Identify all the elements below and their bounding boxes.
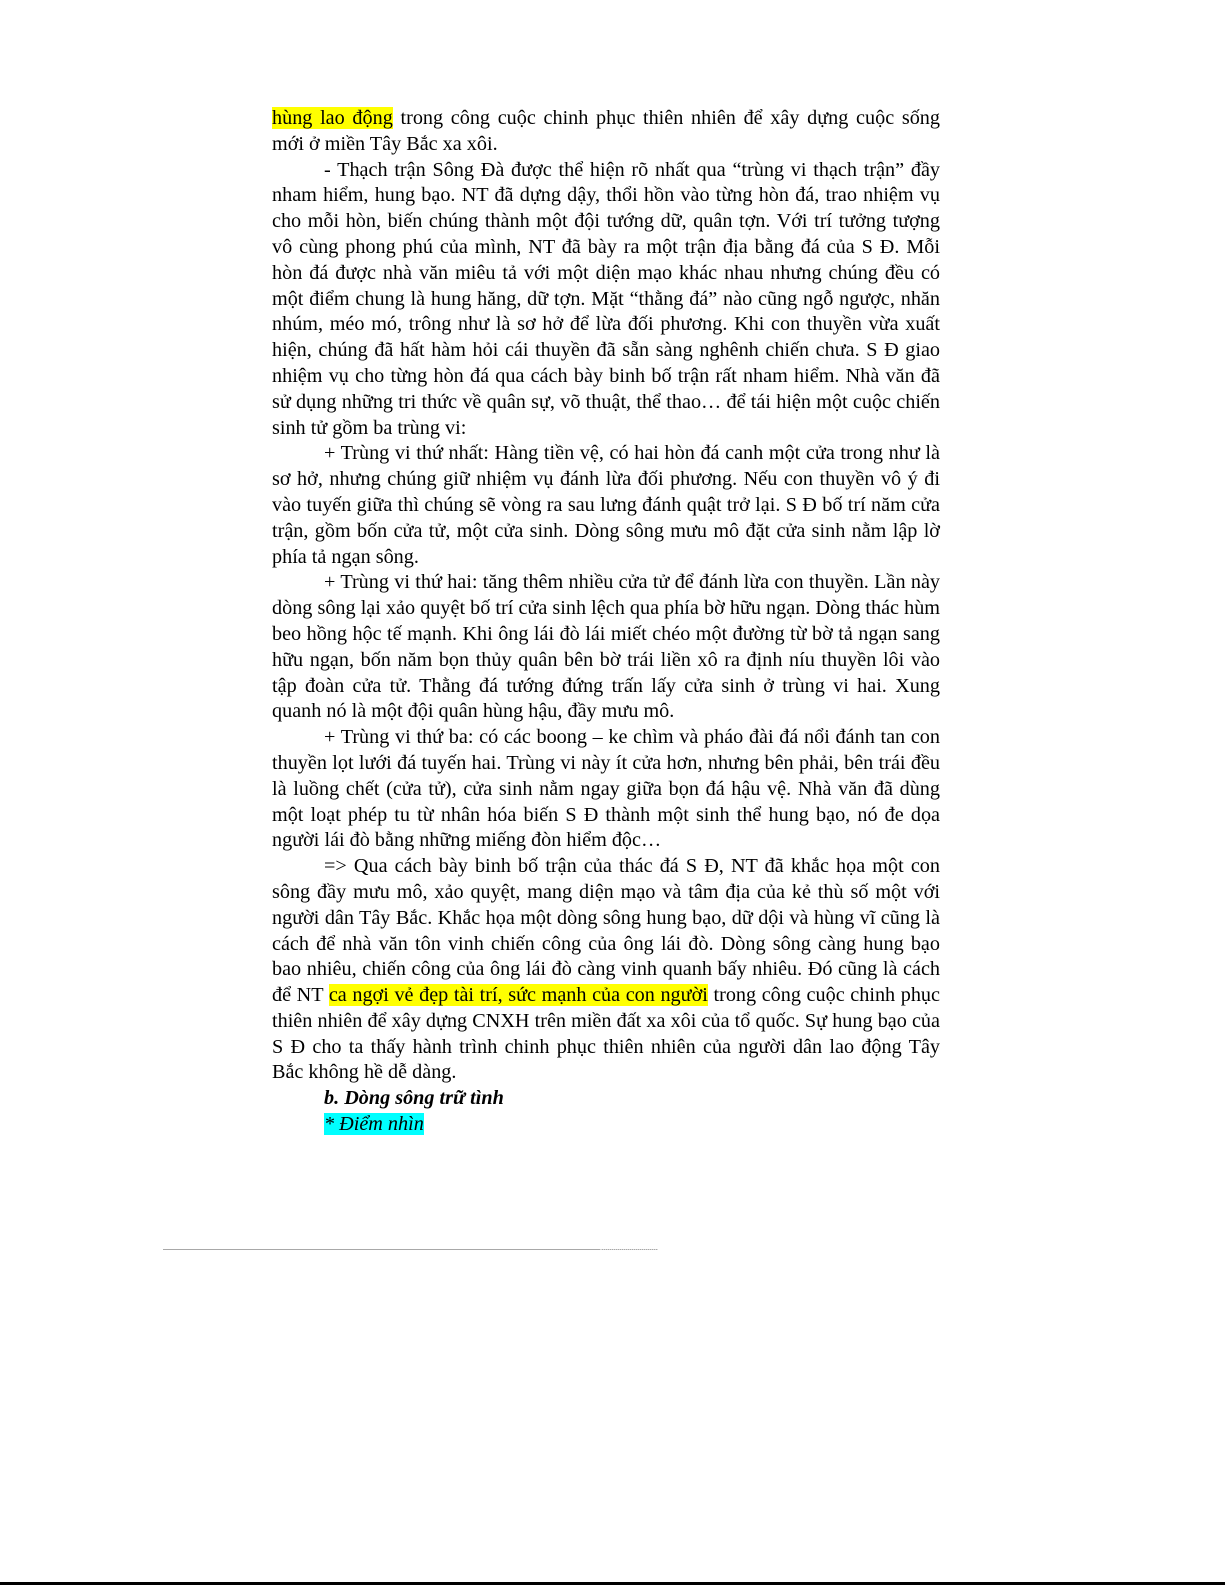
paragraph-thach-tran: - Thạch trận Sông Đà được thể hiện rõ nhất qua “trùng vi thạch trận” đầy nham hiểm, hung bạo. NT đã dựng dậy, thổi hồn vào từng hòn đá, trao nhiệm vụ cho mỗi hòn, biến chúng thành một đội tướng dữ, quân tợn. Với trí tưởng tượng vô cùng phong phú của mình, NT đã bày ra một trận địa bằng đá của S Đ. Mỗi hòn đá được nhà văn miêu tả với một diện mạo khác nhau nhưng chúng đều có một điểm chung là hung hăng, dữ tợn. Mặt “thằng đá” nào cũng ngỗ ngược, nhăn nhúm, méo mó, trông như là sơ hở để lừa đối phương. Khi con thuyền vừa xuất hiện, chúng đã hất hàm hỏi cái thuyền đã sẵn sàng nghênh chiến chưa. S Đ giao nhiệm vụ cho từng hòn đá qua cách bày binh bố trận rất nham hiểm. Nhà văn đã sử dụng những tri thức về quân sự, võ thuật, thể thao… để tái hiện một cuộc chiến sinh tử gồm ba trùng vi:: [272, 158, 940, 439]
paragraph-trung-vi-3: + Trùng vi thứ ba: có các boong – ke chìm và pháo đài đá nổi đánh tan con thuyền lọt lưới đá tuyến hai. Trùng vi này ít cửa hơn, nhưng bên phải, bên trái đều là luồng chết (cửa tử), cửa sinh nằm ngay giữa bọn đá hậu vệ. Nhà văn đã dùng một loạt phép tu từ nhân hóa biến S Đ thành một sinh thể hung bạo, nó đe dọa người lái đò bằng những miếng đòn hiểm độc…: [272, 726, 940, 852]
section-heading: b. Dòng sông trữ tình: [324, 1087, 504, 1110]
highlighted-phrase: ca ngợi vẻ đẹp tài trí, sức mạnh của con người: [328, 984, 708, 1007]
paragraph-conclusion: [272, 854, 940, 1086]
footer-divider: [163, 1249, 658, 1250]
paragraph-intro: [272, 106, 940, 158]
paragraph-text: trong công cuộc chinh phục thiên nhiên để xây dựng cuộc sống mới ở miền Tây Bắc xa xôi.: [272, 107, 940, 155]
document-body: [272, 106, 940, 1138]
footer-divider-faint: [600, 1249, 658, 1250]
paragraph-trung-vi-2: + Trùng vi thứ hai: tăng thêm nhiều cửa tử để đánh lừa con thuyền. Lần này dòng sông lại xảo quyệt bố trí cửa sinh lệch qua phía bờ hữu ngạn. Dòng thác hùm beo hồng hộc tế mạnh. Khi ông lái đò lái miết chéo một đường từ bờ tả ngạn sang hữu ngạn, bốn năm bọn thủy quân bên bờ trái liền xô ra định níu thuyền lôi vào tập đoàn cửa tử. Thằng đá tướng đứng trấn lấy cửa sinh ở trùng vi hai. Xung quanh nó là một đội quân hùng hậu, đầy mưu mô.: [272, 571, 940, 723]
subsection-heading: [272, 1112, 940, 1138]
paragraph-text: trong công cuộc chinh phục thiên nhiên để xây dựng CNXH trên miền đất xa xôi của tổ quốc. Sự hung bạo của S Đ cho ta thấy hành trình chinh phục thiên nhiên của người dân lao động Tây Bắc không hề dễ dàng.: [272, 984, 940, 1084]
highlighted-phrase: hùng lao động: [272, 107, 393, 129]
highlighted-subheading: * Điểm nhìn: [324, 1113, 424, 1136]
paragraph-text: => Qua cách bày binh bố trận của thác đá S Đ, NT đã khắc họa một con sông đầy mưu mô, xảo quyệt, mang diện mạo và tâm địa của kẻ thù số một với người dân Tây Bắc. Khắc họa một dòng sông hung bạo, dữ dội và hùng vĩ cũng là cách để nhà văn tôn vinh chiến công của ông lái đò. Dòng sông càng hung bạo bao nhiêu, chiến công của ông lái đò càng vinh quanh bấy nhiêu. Đó cũng là cách để NT: [272, 855, 940, 1007]
paragraph-trung-vi-1: + Trùng vi thứ nhất: Hàng tiền vệ, có hai hòn đá canh một cửa trong như là sơ hở, nhưng chúng giữ nhiệm vụ đánh lừa đối phương. Nếu con thuyền vô ý đi vào tuyến giữa thì chúng sẽ vòng ra sau lưng đánh quật trở lại. S Đ bố trí năm cửa trận, gồm bốn cửa tử, một cửa sinh. Dòng sông mưu mô đặt cửa sinh nằm lập lờ phía tả ngạn sông.: [272, 442, 940, 568]
